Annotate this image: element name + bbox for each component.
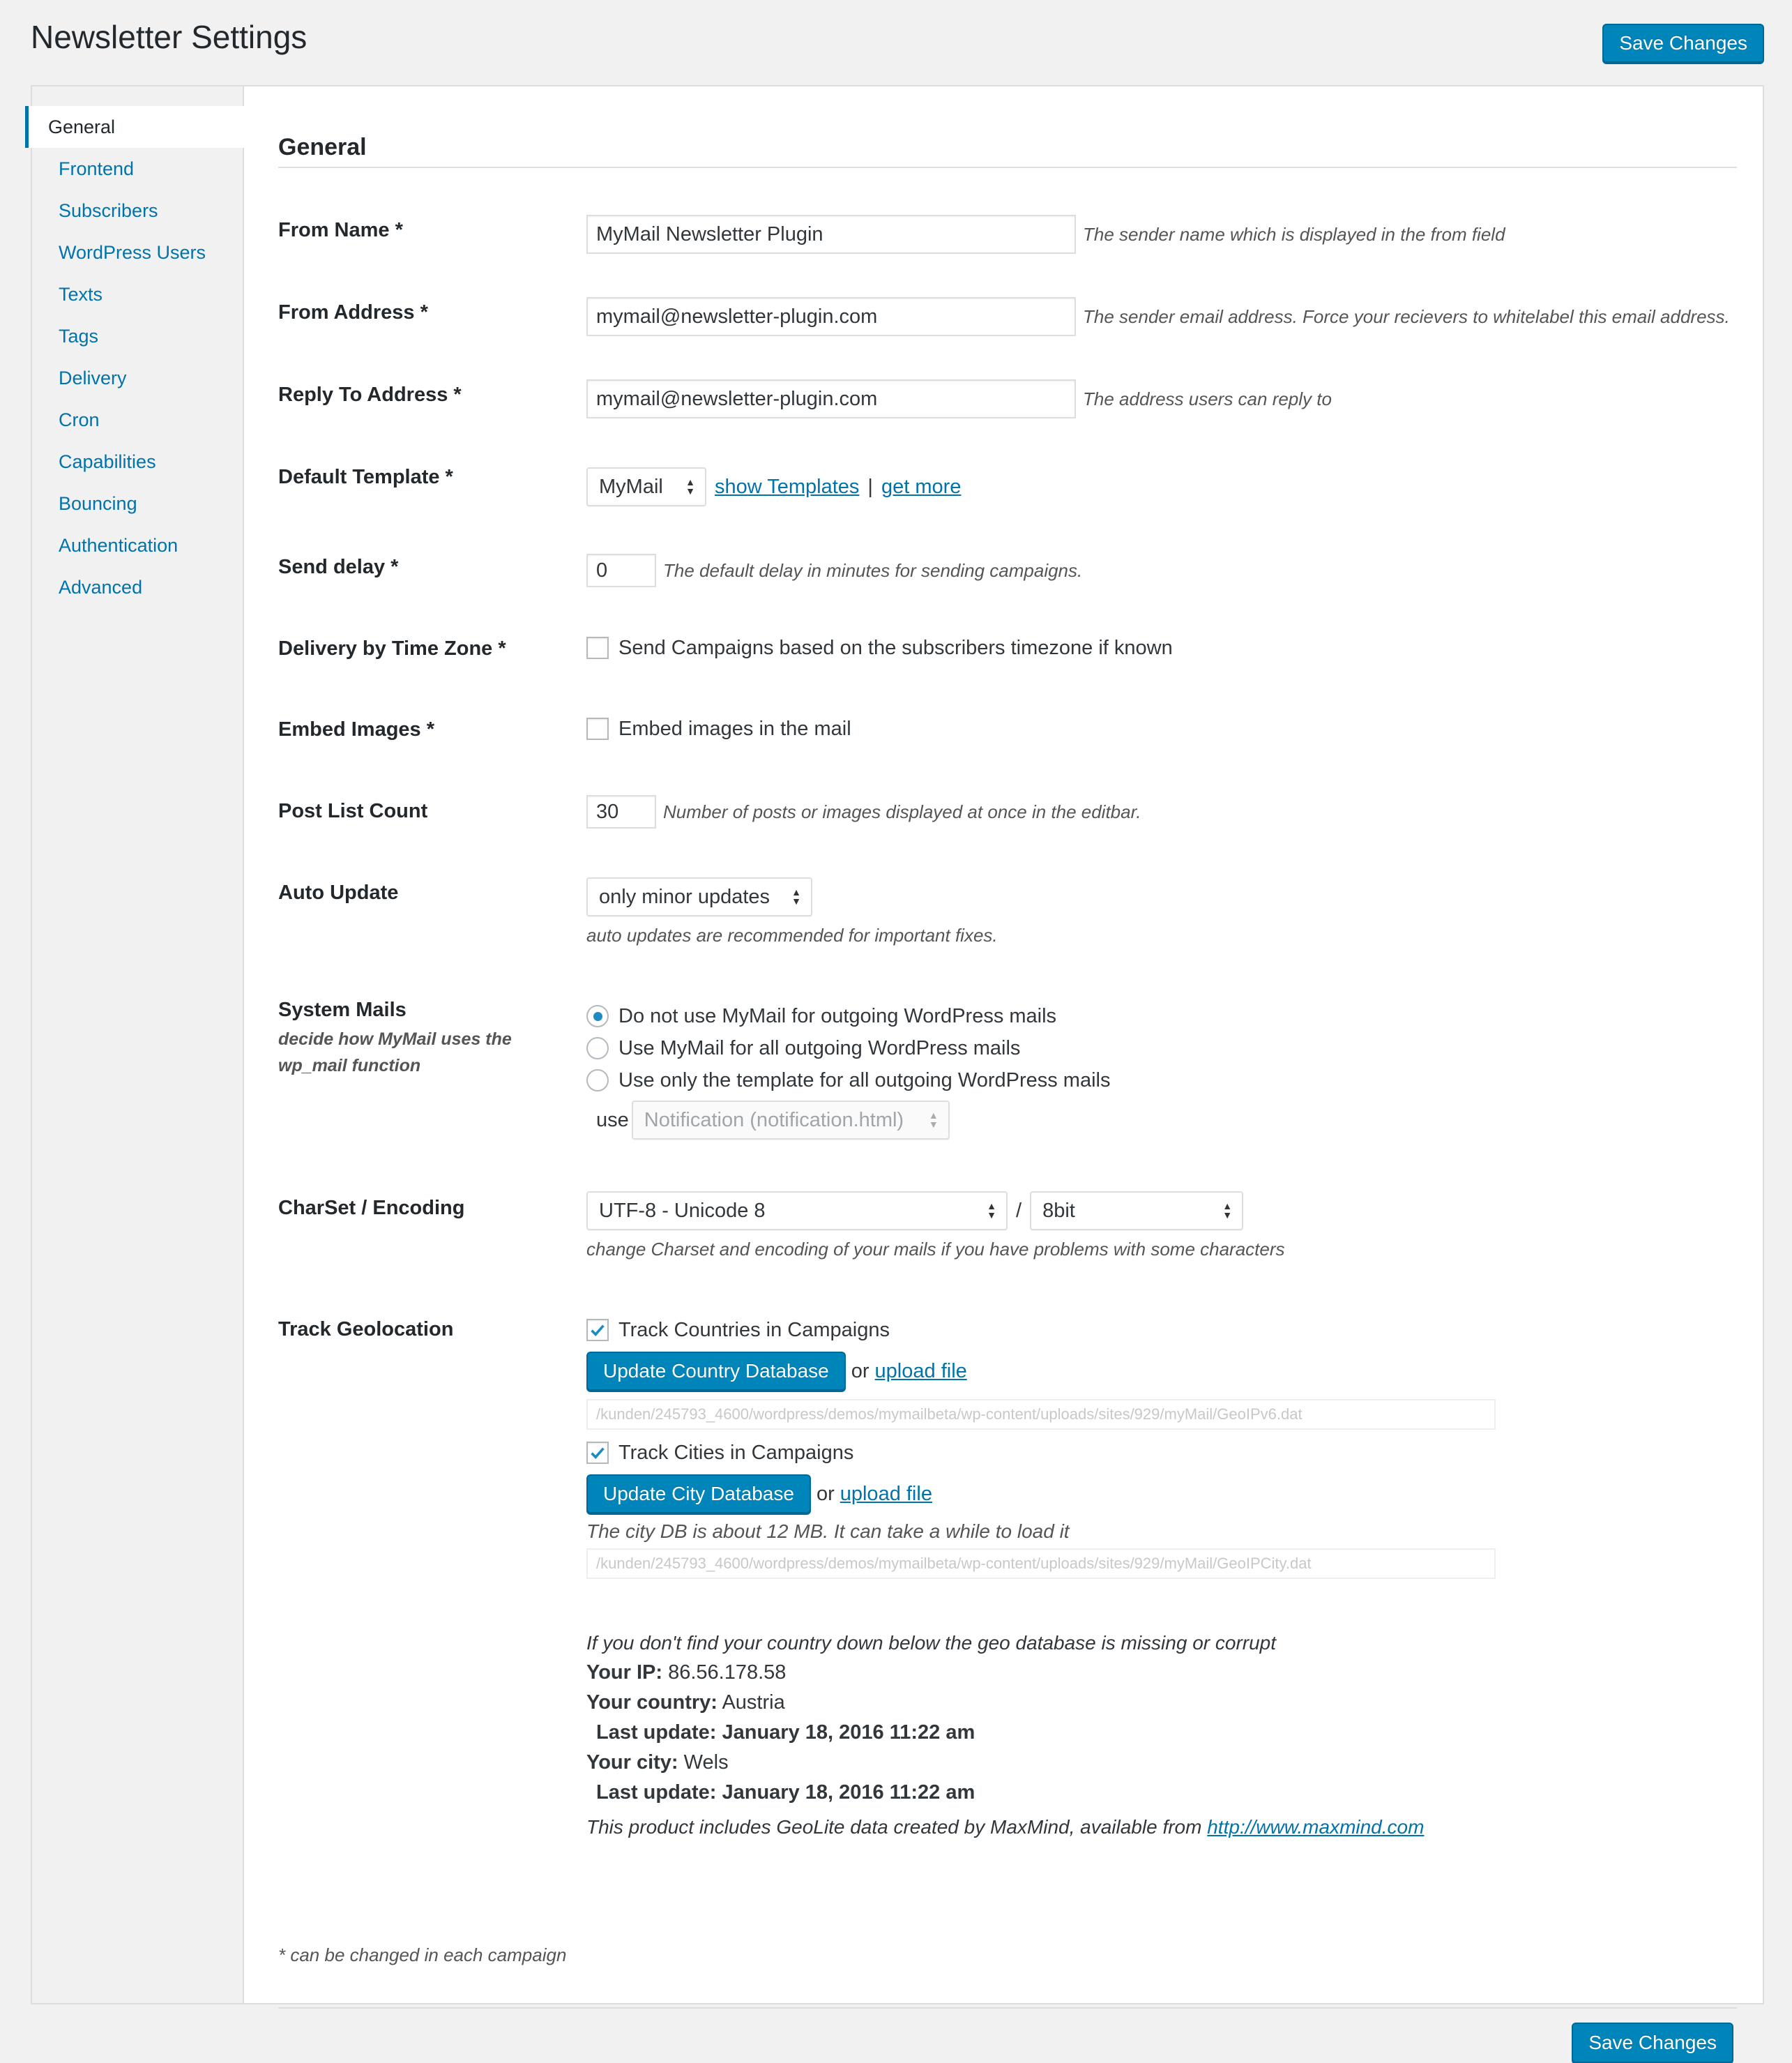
- select-arrows-icon: ▲ ▼: [1222, 1200, 1233, 1221]
- country-last-update-value: January 18, 2016 11:22 am: [722, 1721, 975, 1744]
- charset-select-value: UTF-8 - Unicode 8: [599, 1199, 766, 1222]
- city-last-update-line: [586, 1778, 1496, 1808]
- city-database-path: /kunden/245793_4600/wordpress/demos/mymailbeta/wp-content/uploads/sites/929/myMail/GeoIPCity.dat: [586, 1548, 1496, 1579]
- system-mails-radio-3[interactable]: [586, 1069, 609, 1091]
- use-label: use: [596, 1108, 629, 1131]
- encoding-select[interactable]: [1030, 1191, 1243, 1230]
- country-or-text: or: [851, 1359, 870, 1382]
- city-database-row: [586, 1474, 1496, 1513]
- footnote: * can be changed in each campaign: [278, 1944, 567, 1965]
- country-database-path: /kunden/245793_4600/wordpress/demos/mymailbeta/wp-content/uploads/sites/929/myMail/GeoIPv6.dat: [586, 1399, 1496, 1430]
- post-list-count-description: Number of posts or images displayed at once in the editbar.: [663, 801, 1141, 822]
- from-address-description: The sender email address. Force your recievers to whitelabel this email address.: [1083, 305, 1730, 327]
- maxmind-link[interactable]: http://www.maxmind.com: [1207, 1816, 1425, 1838]
- from-name-input[interactable]: [586, 215, 1076, 254]
- template-select[interactable]: [586, 467, 706, 506]
- charset-label: CharSet / Encoding: [278, 1197, 465, 1219]
- page-title: Newsletter Settings: [31, 19, 307, 55]
- auto-update-select-value: only minor updates: [599, 885, 770, 908]
- reply-to-label: Reply To Address *: [278, 384, 462, 406]
- maxmind-note-line: [586, 1812, 1496, 1842]
- system-mails-option-1-label: Do not use MyMail for outgoing WordPress mails: [618, 1004, 1057, 1027]
- save-changes-button-bottom[interactable]: Save Changes: [1572, 2023, 1733, 2063]
- from-name-row: [586, 215, 1505, 254]
- sidebar-item-cron[interactable]: Cron: [59, 409, 100, 430]
- embed-images-label: Embed Images *: [278, 718, 435, 741]
- sidebar-item-bouncing[interactable]: Bouncing: [59, 493, 137, 514]
- your-ip-line: [586, 1658, 1496, 1688]
- track-countries-option: [586, 1314, 1496, 1346]
- system-mails-field: [586, 1000, 1110, 1140]
- track-cities-option: [586, 1437, 1496, 1469]
- system-mails-radio-1[interactable]: [586, 1005, 609, 1027]
- sidebar-item-frontend[interactable]: Frontend: [59, 158, 135, 179]
- your-country-line: [586, 1688, 1496, 1718]
- embed-images-option-label: Embed images in the mail: [618, 717, 851, 740]
- system-mails-option-2: [586, 1032, 1110, 1064]
- sidebar-item-delivery[interactable]: Delivery: [59, 368, 127, 388]
- post-list-count-row: [586, 795, 1141, 829]
- from-name-description: The sender name which is displayed in the from field: [1083, 223, 1505, 245]
- save-changes-button-top[interactable]: Save Changes: [1602, 24, 1764, 63]
- template-select-value: MyMail: [599, 475, 663, 498]
- update-city-database-button[interactable]: Update City Database: [586, 1474, 811, 1513]
- system-mails-label: System Mails: [278, 999, 407, 1021]
- geo-info-block: [586, 1628, 1496, 1842]
- your-country-value: Austria: [722, 1691, 785, 1714]
- country-database-row: [586, 1352, 1496, 1391]
- charset-slash: /: [1016, 1199, 1022, 1222]
- your-city-label: Your city:: [586, 1751, 678, 1774]
- your-city-value: Wels: [683, 1751, 729, 1774]
- sidebar-item-general[interactable]: General: [25, 106, 245, 148]
- sidebar-item-advanced[interactable]: Advanced: [59, 577, 143, 598]
- update-country-database-button[interactable]: Update Country Database: [586, 1352, 846, 1391]
- from-name-label: From Name *: [278, 219, 403, 241]
- city-database-note: The city DB is about 12 MB. It can take a while to load it: [586, 1520, 1070, 1542]
- sidebar-item-wordpress-users[interactable]: WordPress Users: [59, 242, 206, 263]
- city-last-update-label: Last update:: [596, 1781, 717, 1804]
- country-last-update-line: [586, 1718, 1496, 1748]
- show-templates-link[interactable]: show Templates: [715, 475, 860, 498]
- track-geolocation-label: Track Geolocation: [278, 1318, 454, 1340]
- checkmark-icon: [588, 1443, 607, 1463]
- system-mails-label-block: [278, 999, 543, 1079]
- system-mails-option-2-label: Use MyMail for all outgoing WordPress mails: [618, 1036, 1021, 1059]
- send-delay-label: Send delay *: [278, 556, 399, 578]
- charset-select[interactable]: [586, 1191, 1008, 1230]
- country-last-update-label: Last update:: [596, 1721, 717, 1744]
- send-delay-input[interactable]: [586, 554, 656, 587]
- radio-selected-dot: [593, 1012, 602, 1021]
- reply-to-row: [586, 379, 1332, 418]
- select-arrows-icon: ▲ ▼: [928, 1110, 939, 1130]
- default-template-row: [586, 467, 961, 506]
- default-template-label: Default Template *: [278, 466, 453, 488]
- bottom-divider: [278, 2007, 1737, 2009]
- charset-row: [586, 1191, 1285, 1230]
- track-cities-checkbox[interactable]: [586, 1442, 609, 1464]
- get-more-templates-link[interactable]: get more: [881, 475, 962, 498]
- section-title: General: [278, 134, 367, 160]
- timezone-checkbox[interactable]: [586, 637, 609, 659]
- maxmind-note: This product includes GeoLite data created by MaxMind, available from: [586, 1816, 1202, 1838]
- city-last-update-value: January 18, 2016 11:22 am: [722, 1781, 975, 1804]
- system-mails-option-3: [586, 1064, 1110, 1096]
- system-mails-template-row: [596, 1101, 1110, 1140]
- embed-images-option: [586, 713, 851, 745]
- auto-update-label: Auto Update: [278, 882, 399, 904]
- encoding-select-value: 8bit: [1042, 1199, 1075, 1222]
- auto-update-description: auto updates are recommended for important fixes.: [586, 925, 998, 946]
- geo-missing-note: If you don't find your country down below the geo database is missing or corrupt: [586, 1632, 1277, 1654]
- from-address-input[interactable]: [586, 297, 1076, 336]
- sidebar-item-texts[interactable]: Texts: [59, 284, 103, 305]
- sidebar-item-tags[interactable]: Tags: [59, 326, 99, 347]
- city-upload-file-link[interactable]: upload file: [840, 1482, 932, 1505]
- auto-update-field: [586, 877, 998, 946]
- from-address-row: [586, 297, 1730, 336]
- system-mails-option-1: [586, 1000, 1110, 1032]
- track-geolocation-field: [586, 1314, 1496, 1842]
- system-mails-radio-2[interactable]: [586, 1037, 609, 1059]
- template-link-separator: |: [867, 475, 873, 498]
- sidebar-item-capabilities[interactable]: Capabilities: [59, 451, 156, 472]
- your-ip-value: 86.56.178.58: [668, 1661, 787, 1684]
- track-countries-label: Track Countries in Campaigns: [618, 1318, 890, 1341]
- your-country-label: Your country:: [586, 1691, 717, 1714]
- section-header: [278, 134, 1737, 168]
- timezone-option-label: Send Campaigns based on the subscribers timezone if known: [618, 636, 1173, 659]
- timezone-label: Delivery by Time Zone *: [278, 637, 506, 660]
- reply-to-description: The address users can reply to: [1083, 388, 1332, 409]
- city-or-text: or: [816, 1482, 835, 1505]
- sidebar-item-subscribers[interactable]: Subscribers: [59, 200, 158, 221]
- settings-sidebar: [32, 86, 244, 2003]
- from-address-label: From Address *: [278, 301, 428, 324]
- select-arrows-icon: ▲ ▼: [987, 1200, 996, 1221]
- track-countries-checkbox[interactable]: [586, 1319, 609, 1341]
- sidebar-item-authentication[interactable]: Authentication: [59, 535, 179, 556]
- send-delay-row: [586, 554, 1082, 587]
- embed-images-checkbox[interactable]: [586, 718, 609, 740]
- checkmark-icon: [588, 1320, 607, 1340]
- timezone-option: [586, 632, 1173, 664]
- reply-to-input[interactable]: [586, 379, 1076, 418]
- system-mails-sub-label: decide how MyMail uses the wp_mail function: [278, 1029, 512, 1075]
- select-arrows-icon: ▲ ▼: [685, 476, 695, 497]
- select-arrows-icon: ▲ ▼: [791, 886, 801, 907]
- charset-field: [586, 1191, 1285, 1260]
- track-cities-label: Track Cities in Campaigns: [618, 1441, 854, 1464]
- system-mails-option-3-label: Use only the template for all outgoing WordPress mails: [618, 1068, 1111, 1091]
- post-list-count-label: Post List Count: [278, 800, 428, 822]
- auto-update-select[interactable]: [586, 877, 812, 916]
- charset-description: change Charset and encoding of your mails if you have problems with some characters: [586, 1239, 1285, 1260]
- your-city-line: [586, 1748, 1496, 1778]
- system-mails-template-select[interactable]: [632, 1101, 950, 1140]
- your-ip-label: Your IP:: [586, 1661, 663, 1684]
- settings-panel: [31, 85, 1764, 2053]
- post-list-count-input[interactable]: [586, 795, 656, 829]
- system-mails-template-value: Notification (notification.html): [644, 1108, 904, 1131]
- country-upload-file-link[interactable]: upload file: [874, 1359, 967, 1382]
- send-delay-description: The default delay in minutes for sending campaigns.: [663, 559, 1083, 581]
